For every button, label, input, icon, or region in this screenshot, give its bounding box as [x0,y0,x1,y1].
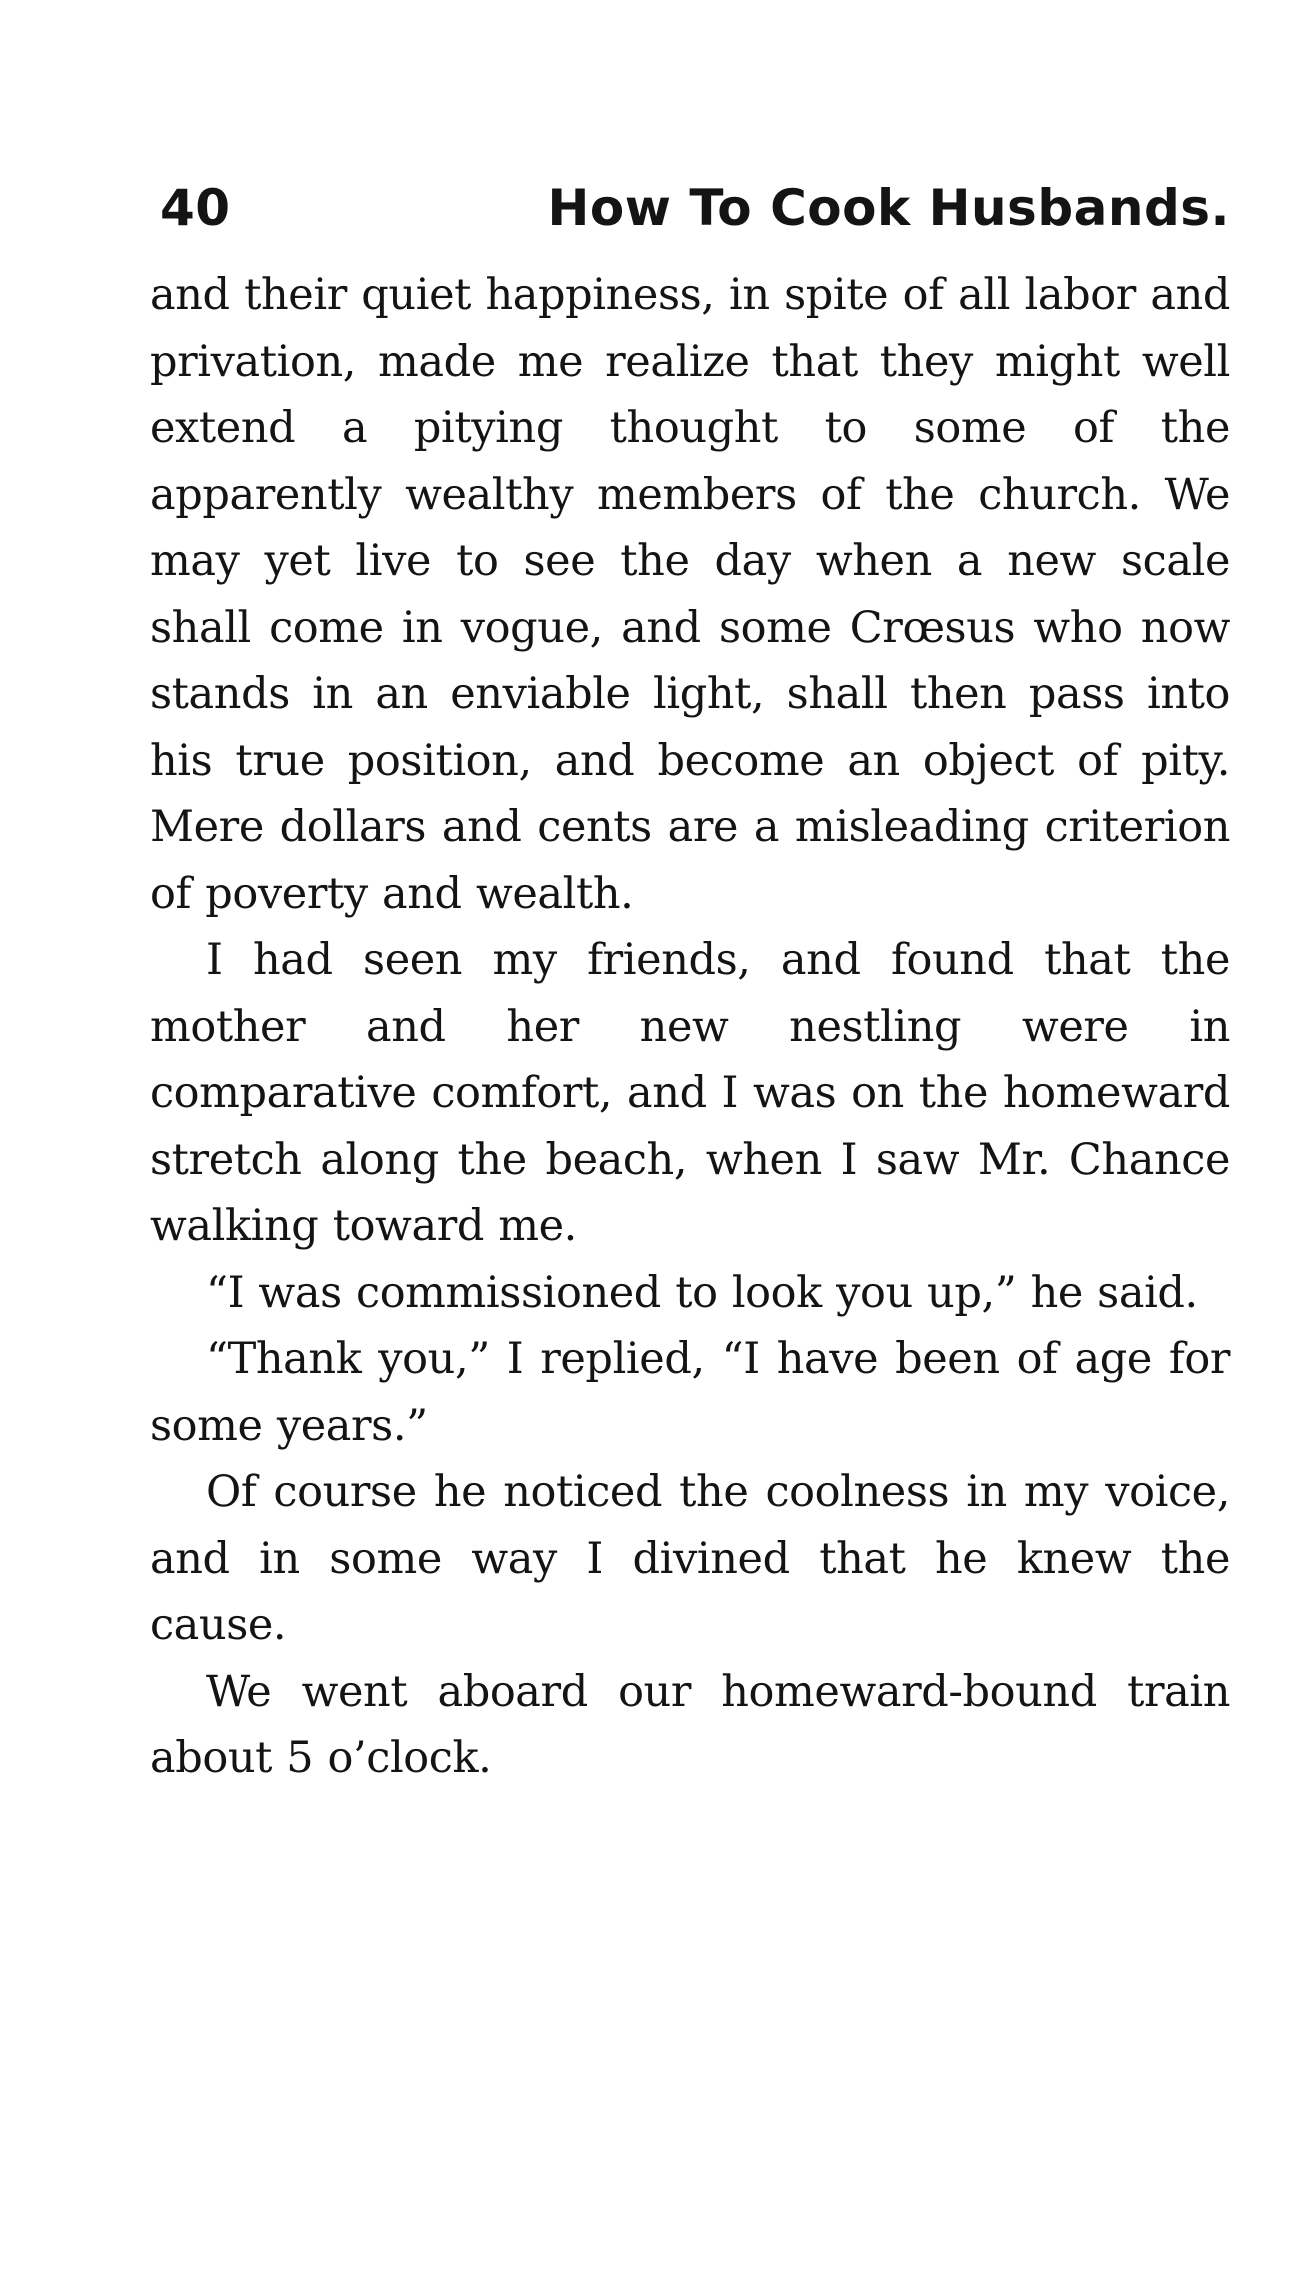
paragraph-1: and their quiet happiness, in spite of all labor and privation, made me realize that they might well extend a pitying thought to some of the apparently wealthy members of the church. We may yet live to see the day when a new scale shall come in vogue, and some Crœsus who now stands in an enviable light, shall then pass into his true position, and become an object of pity. Mere dollars and cents are a misleading criterion of poverty and wealth. [150,270,1230,919]
body-text [150,262,1230,1792]
page-number: 40 [160,179,231,237]
paragraph-2: I had seen my friends, and found that the mother and her new nestling were in comparative comfort, and I was on the homeward stretch along the beach, when I saw Mr. Chance walking toward me. [150,935,1230,1251]
paragraph-3: “I was commissioned to look you up,” he said. [206,1267,1198,1318]
paragraph-4: “Thank you,” I replied, “I have been of age for some years.” [150,1334,1230,1451]
book-page [150,170,1230,1792]
paragraph-5: Of course he noticed the coolness in my voice, and in some way I divined that he knew the cause. [150,1467,1230,1650]
running-head [150,170,1230,262]
running-title: How To Cook Husbands. [547,179,1230,237]
paragraph-6: We went aboard our homeward-bound train about 5 o’clock. [150,1666,1230,1783]
